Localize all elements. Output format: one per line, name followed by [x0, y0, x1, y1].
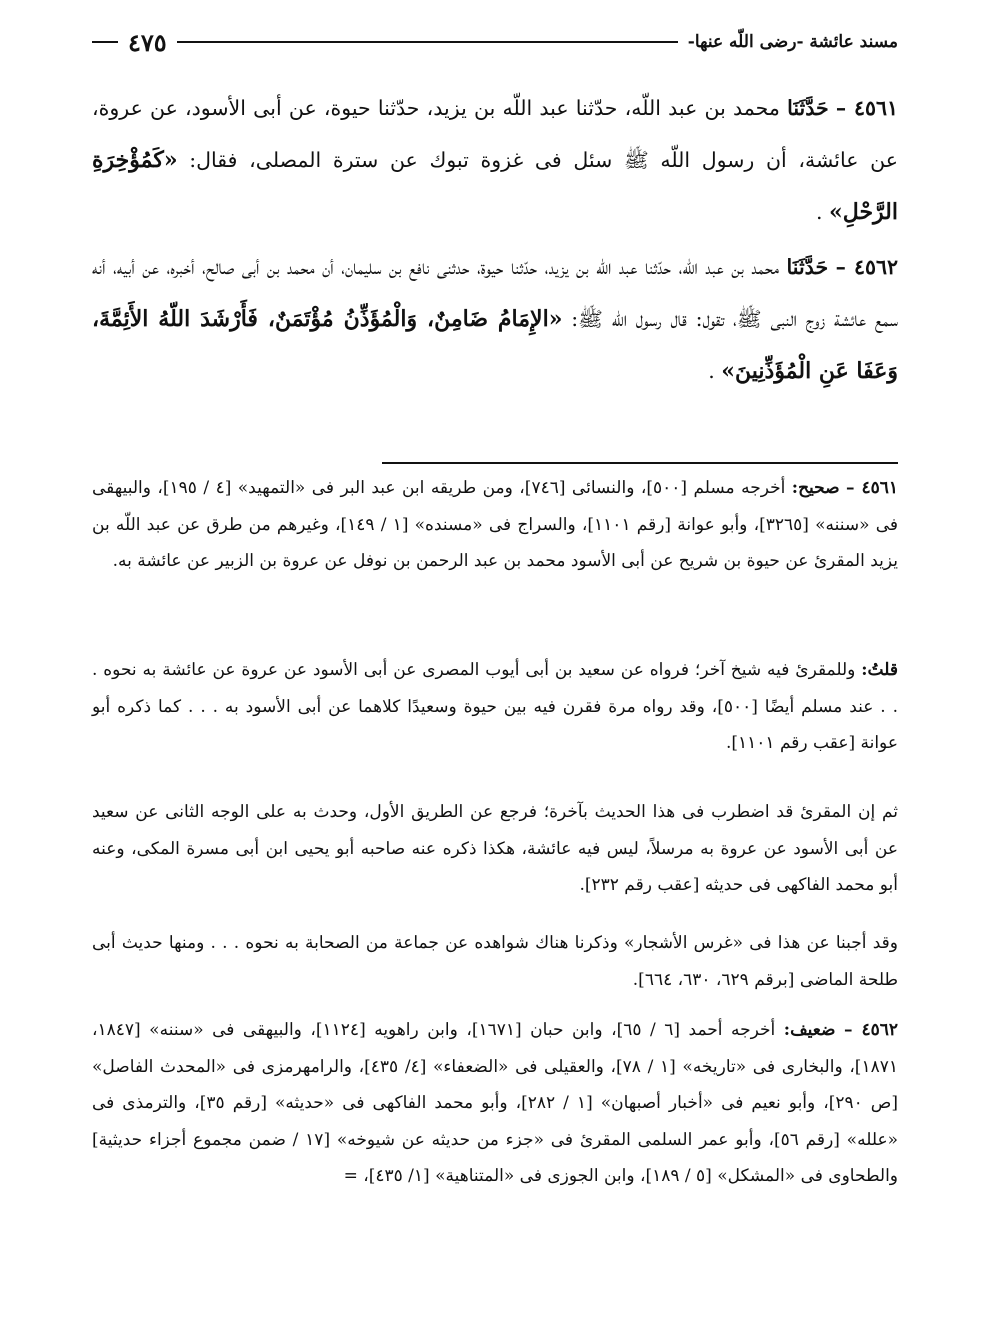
hadith-tail: . — [708, 359, 715, 383]
hadith-lead: حَدَّثَنَا — [787, 96, 829, 120]
hadith-tail: . — [815, 200, 823, 224]
prophetic-quote: «كَمُؤْخِرَةِ الرَّحْلِ» — [92, 147, 898, 225]
page-number-dash — [92, 41, 118, 43]
footnote-4562 — [92, 1012, 898, 1195]
running-title: مسند عائشة -رضى اللّه عنها- — [687, 32, 898, 52]
footnote-grade: صحيح: — [791, 478, 840, 498]
paragraph-text: ثم إن المقرئ قد اضطرب فى هذا الحديث بآخرة؛ فرجع عن الطريق الأول، وحدث به على الوجه الثانى عن سعيد عن أبى الأسود عن عروة به مرسلاً، ليس فيه عائشة، هكذا ذكره عنه صاحبه أبو يحيى ابن أبى مسرة المكى، وعنه أبو محمد الفاكهى فى حديثه [عقب رقم ٢٣٢]. — [92, 802, 898, 895]
header-rule — [177, 41, 678, 43]
footnote-comment — [92, 652, 898, 762]
hadith-text: محمد بن عبد اللّه، حدّثنا عبد اللّه بن يزيد، حدّثنا حيوة، حدثنى نافع بن سليمان، أن محمد بن أبى صالح، أخبره، عن أبيه، أنه سمع عائشة زوج النبى ﷺ، تقول: قال رسول اللّه ﷺ: — [92, 255, 898, 331]
page-number: ٤٧٥ — [128, 27, 167, 57]
prophetic-quote: «الإِمَامُ ضَامِنٌ، وَالْمُؤَذِّنُ مُؤْتَمَنٌ، فَأَرْشَدَ اللّهُ الأَئِمَّةَ، وَعَفَا عَنِ الْمُؤَذِّنِينَ» — [92, 306, 898, 384]
hadith-lead: حَدَّثَنَا — [786, 255, 829, 279]
paragraph-text: وقد أجبنا عن هذا فى «غرس الأشجار» وذكرنا هناك شواهده عن جماعة من الصحابة به نحوه . . . ومنها حديث أبى طلحة الماضى [برقم ٦٢٩، ٦٣٠، ٦٦٤]. — [92, 933, 898, 990]
hadith-number: ٤٥٦١ – — [835, 96, 898, 120]
footnote-separator — [382, 462, 898, 464]
hadith-4562 — [92, 241, 898, 397]
footnote-paragraph — [92, 794, 898, 904]
comment-text: وللمقرئ فيه شيخ آخر؛ فرواه عن سعيد بن أبى أيوب المصرى عن أبى الأسود عن عروة عن عائشة به نحوه . . . عند مسلم أيضًا [٥٠٠]، وقد رواه مرة فقرن فيه بين حيوة وسعيدًا كلاهما عن أبى الأسود به . . . كما ذكره أبو عوانة [عقب رقم ١١٠١]. — [92, 660, 899, 753]
footnote-number: ٤٥٦٢ – — [843, 1020, 899, 1040]
hadith-text: محمد بن عبد اللّه، حدّثنا عبد اللّه بن يزيد، حدّثنا حيوة، عن أبى الأسود، عن عروة، عن عائشة، أن رسول اللّه ﷺ سئل فى غزوة تبوك عن سترة المصلى، فقال: — [92, 96, 898, 172]
comment-label: قلتُ: — [861, 660, 899, 680]
footnote-4561 — [92, 470, 898, 580]
footnote-text: أخرجه أحمد [٦ / ٦٥]، وابن حبان [١٦٧١]، وابن راهويه [١١٢٤]، والبيهقى فى «سننه» [١٨٤٧، ١٨٧١]، والبخارى فى «تاريخه» [١ / ٧٨]، والعقيلى فى «الضعفاء» [٤/ ٤٣٥]، والرامهرمزى فى «المحدث الفاصل» [ص ٢٩٠]، وأبو نعيم فى «أخبار أصبهان» [١ / ٢٨٢]، وأبو محمد الفاكهى فى «حديثه» [رقم ٣٥]، والترمذى فى «علله» [رقم ٥٦]، وأبو عمر السلمى المقرئ فى «جزء من حديثه عن شيوخه» [١٧ / ضمن مجموع أجزاء حديثية] والطحاوى فى «المشكل» [٥ / ١٨٩]، وابن الجوزى فى «المتناهية» [١/ ٤٣٥]، = — [92, 1020, 899, 1186]
footnote-paragraph — [92, 925, 898, 998]
footnote-grade: ضعيف: — [783, 1020, 836, 1040]
hadith-number: ٤٥٦٢ – — [835, 255, 898, 279]
running-header — [92, 22, 898, 62]
footnote-number: ٤٥٦١ – — [846, 478, 899, 498]
footnote-text: أخرجه مسلم [٥٠٠]، والنسائى [٧٤٦]، ومن طريقه ابن عبد البر فى «التمهيد» [٤ / ١٩٥]، والبيهقى فى «سننه» [٣٢٦٥]، وأبو عوانة [رقم ١١٠١]، والسراج فى «مسنده» [١ / ١٤٩]، وغيرهم من طرق عن عبد اللّه بن يزيد المقرئ عن حيوة بن شريح عن أبى الأسود محمد بن عبد الرحمن بن نوفل عن عروة بن الزبير عن عائشة به. — [92, 478, 898, 571]
hadith-4561 — [92, 82, 898, 238]
